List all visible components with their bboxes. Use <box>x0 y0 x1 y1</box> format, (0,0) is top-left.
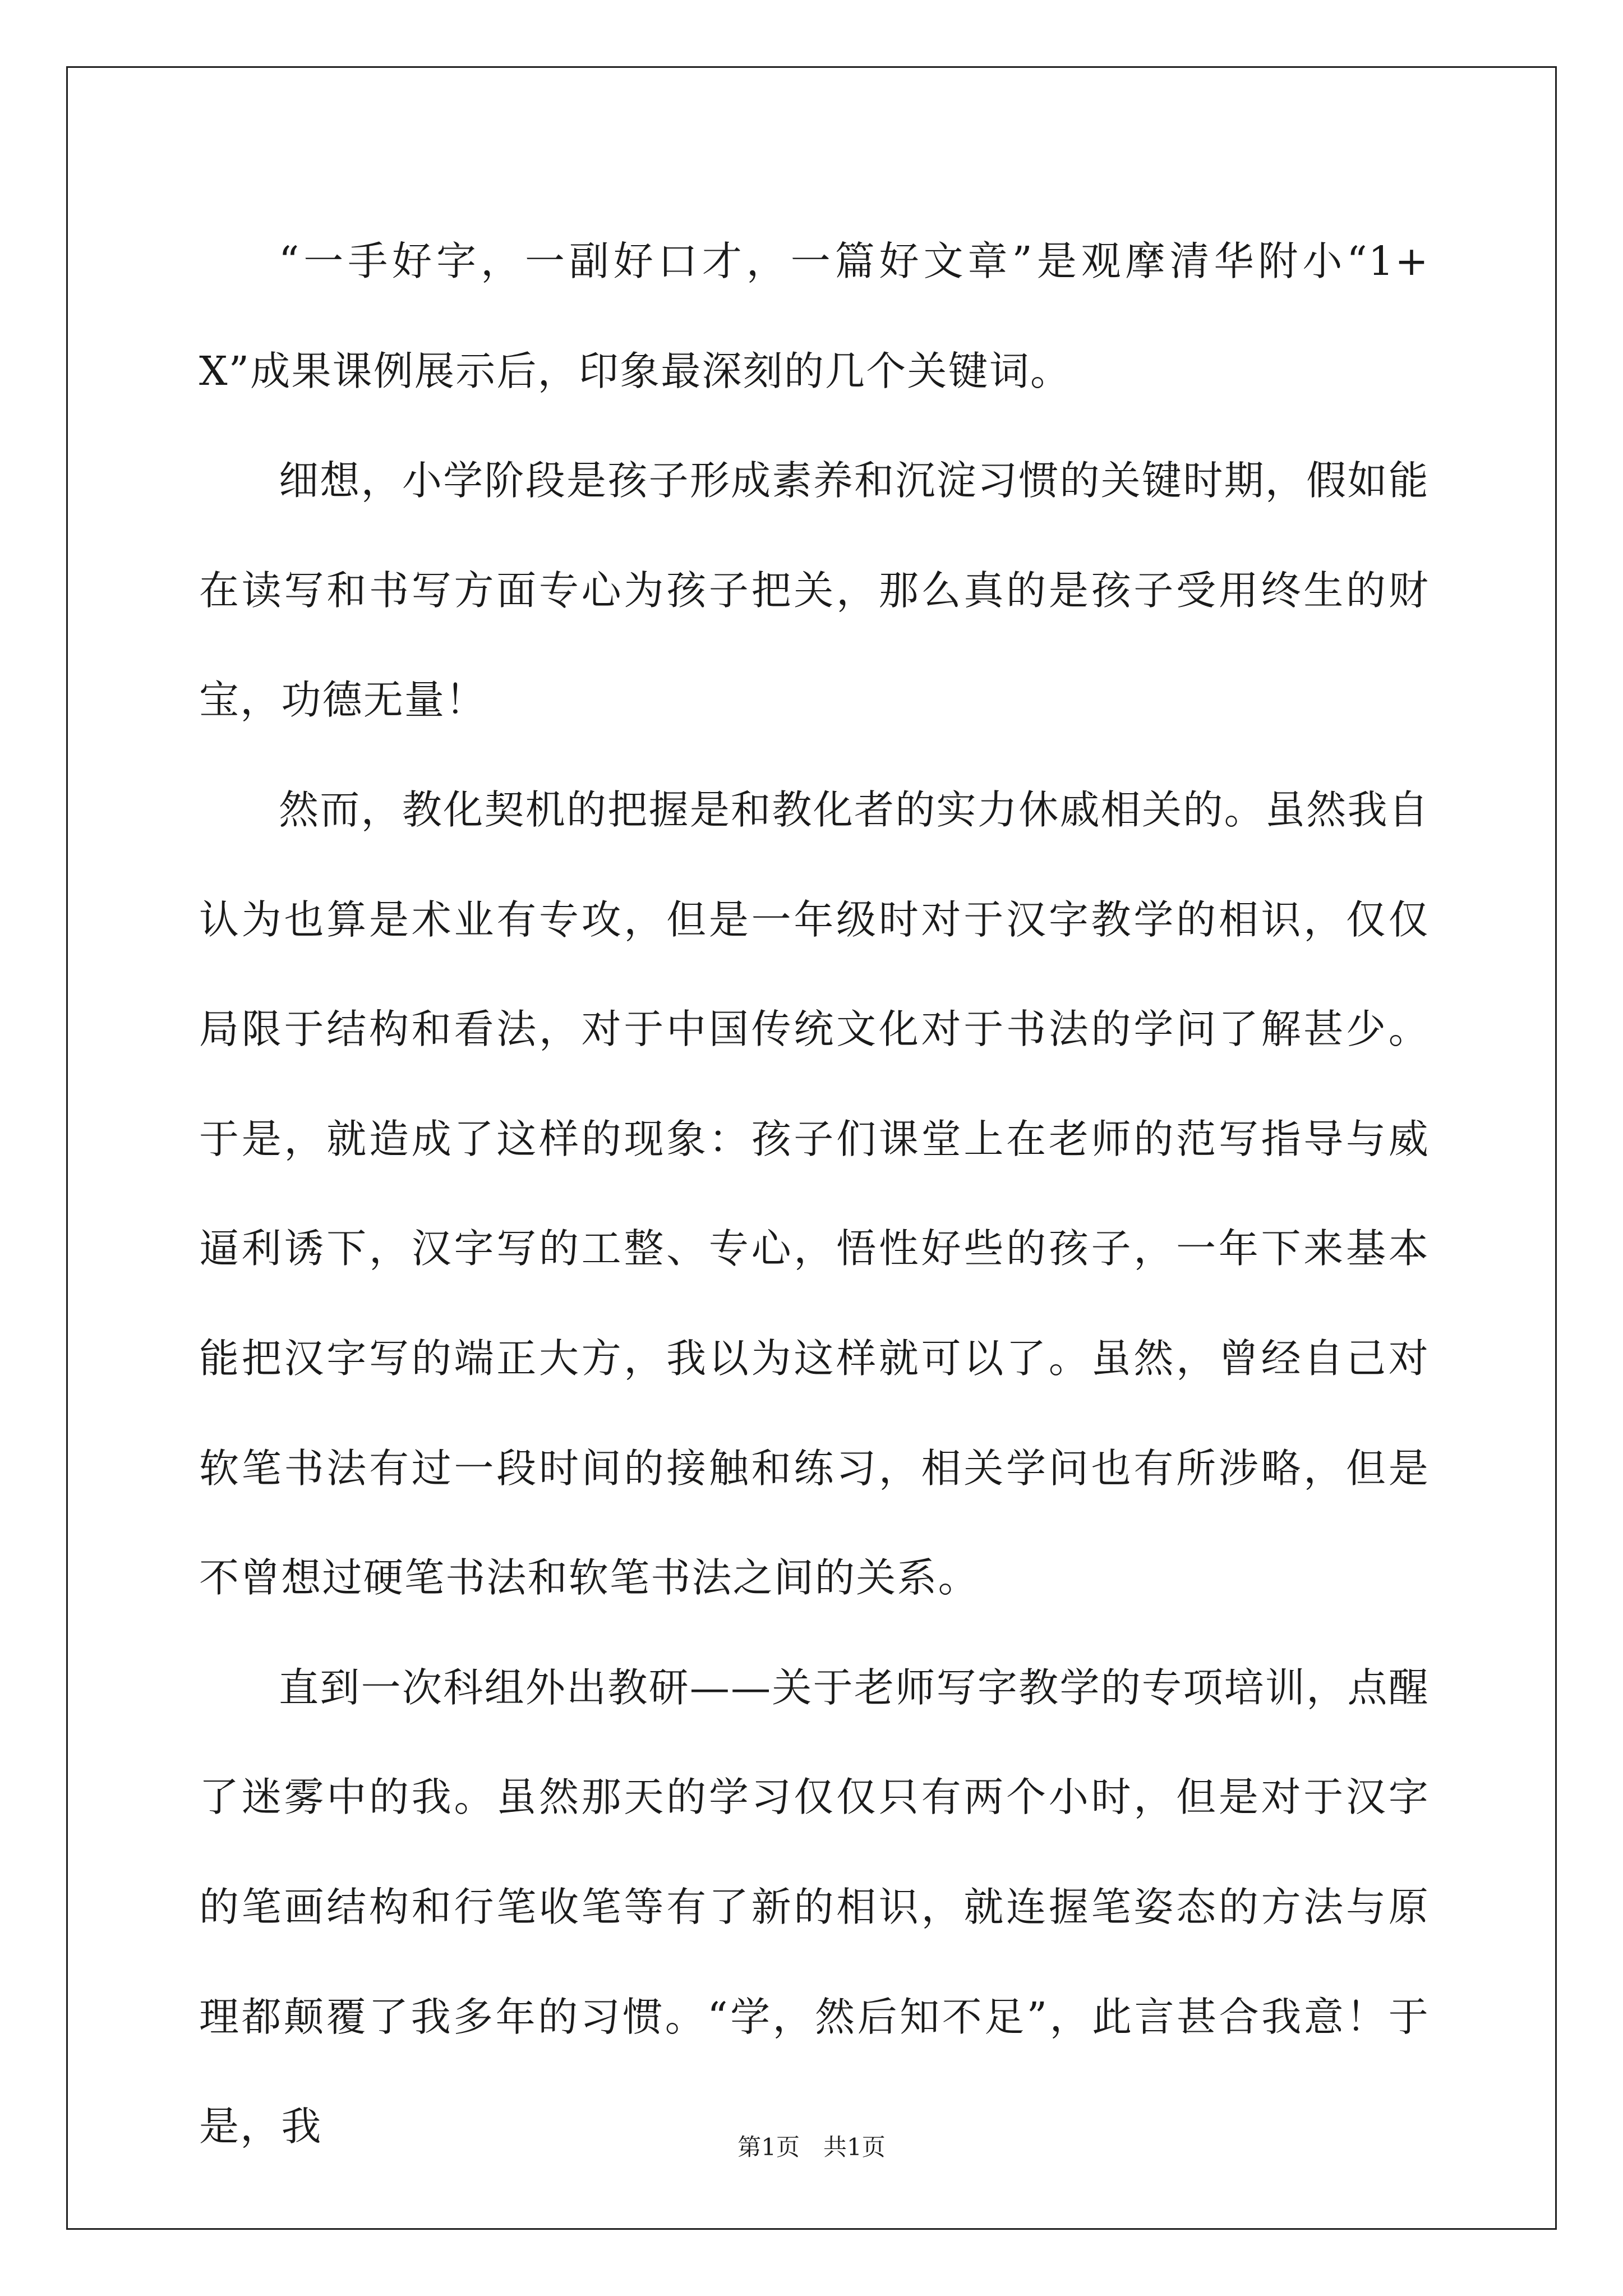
paragraph-1: “一手好字，一副好口才，一篇好文章”是观摩清华附小“1+X”成果课例展示后，印象最深刻的几个关键词。 <box>199 238 1430 394</box>
paragraph-3: 然而，教化契机的把握是和教化者的实力休戚相关的。虽然我自认为也算是术业有专攻，但是一年级时对于汉字教学的相识，仅仅局限于结构和看法，对于中国传统文化对于书法的学问了解甚少。于是，就造成了这样的现象：孩子们课堂上在老师的范写指导与威逼利诱下，汉字写的工整、专心，悟性好些的孩子，一年下来基本能把汉字写的端正大方，我以为这样就可以了。虽然，曾经自己对软笔书法有过一段时间的接触和练习，相关学问也有所涉略，但是不曾想过硬笔书法和软笔书法之间的关系。 <box>199 786 1430 1602</box>
paragraph-4: 直到一次科组外出教研——关于老师写字教学的专项培训，点醒了迷雾中的我。虽然那天的学习仅仅只有两个小时，但是对于汉字的笔画结构和行笔收笔等有了新的相识，就连握笔姿态的方法与原理都颠覆了我多年的习惯。“学，然后知不足”，此言甚合我意！于是，我 <box>199 1664 1430 2150</box>
paragraph-2: 细想，小学阶段是孩子形成素养和沉淀习惯的关键时期，假如能在读写和书写方面专心为孩子把关，那么真的是孩子受用终生的财宝，功德无量！ <box>199 457 1430 724</box>
page-footer: 第1页 共1页 <box>737 2133 886 2161</box>
document-body <box>199 206 1430 2182</box>
